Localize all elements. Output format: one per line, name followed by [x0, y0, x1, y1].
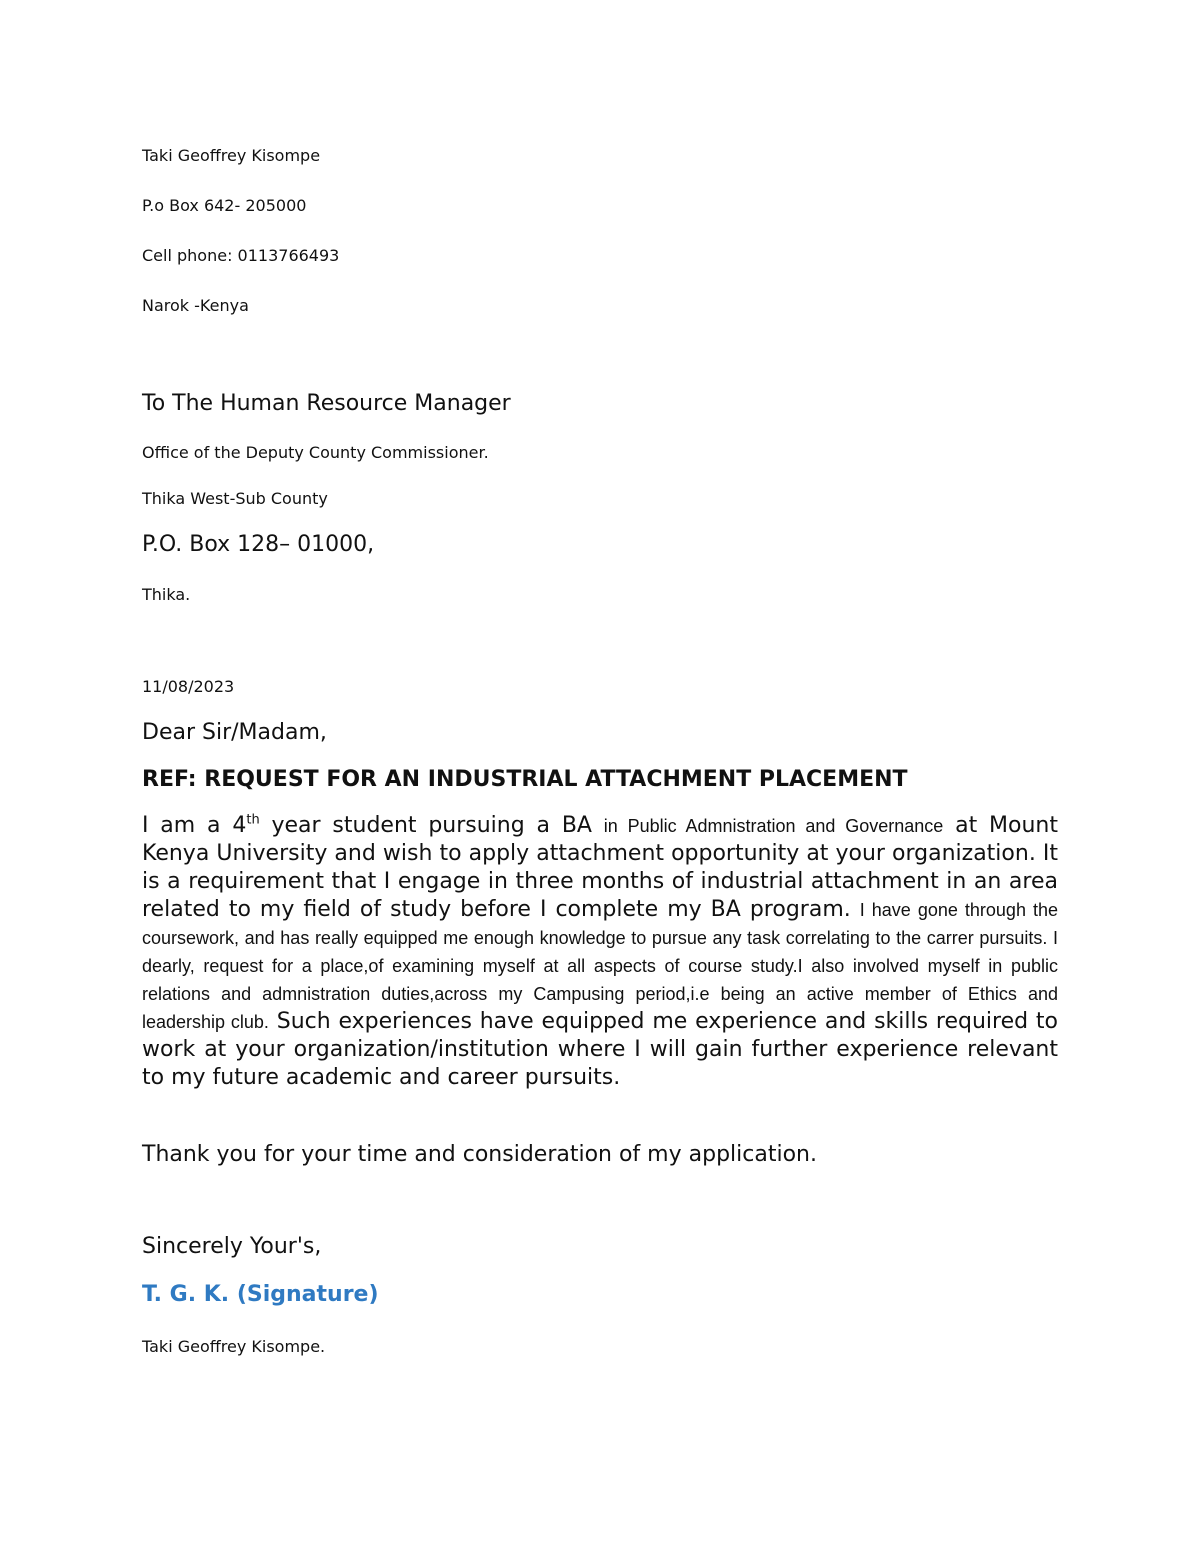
body-text-1: I am a 4	[142, 813, 247, 838]
thanks-line: Thank you for your time and consideration of my application.	[142, 1142, 817, 1167]
signed-name: Taki Geoffrey Kisompe.	[142, 1337, 326, 1356]
body-text-6: Such experiences have equipped me experience and skills required to work at your organization/institution where I will gain further experience relevant to my future academic and career pursuits.	[142, 1009, 1058, 1090]
body-text-3: in Public Admnistration and Governance	[603, 816, 944, 836]
sender-location: Narok -Kenya	[142, 296, 249, 315]
body-text-5: I have gone through the coursework, and has really equipped me enough knowledge to pursue any task correlating to the carrer pursuits. I dearly, request for a place,of examining myself at all aspects of course study.I also involved myself in public relations and admnistration duties,across my Campusing period,i.e being an active member of Ethics and leadership club.	[142, 900, 1058, 1032]
recipient-area: Thika West-Sub County	[142, 489, 328, 508]
sender-cell-phone: Cell phone: 0113766493	[142, 246, 340, 265]
recipient-to: To The Human Resource Manager	[142, 391, 511, 416]
sender-po-box: P.o Box 642- 205000	[142, 196, 307, 215]
body-text-4: at Mount Kenya University and wish to apply attachment opportunity at your organization. It is a requirement that I engage in three months of industrial attachment in an area related to my field of study before I complete my BA program.	[142, 813, 1058, 922]
recipient-town: Thika.	[142, 585, 191, 604]
reference-line: REF: REQUEST FOR AN INDUSTRIAL ATTACHMENT PLACEMENT	[142, 767, 908, 792]
closing-line: Sincerely Your's,	[142, 1234, 322, 1259]
letter-date: 11/08/2023	[142, 677, 235, 696]
body-paragraph	[142, 812, 1058, 1092]
signature: T. G. K. (Signature)	[142, 1282, 379, 1307]
body-text-2: year student pursuing a BA	[259, 813, 604, 838]
sender-name: Taki Geoffrey Kisompe	[142, 146, 321, 165]
recipient-office: Office of the Deputy County Commissioner.	[142, 443, 489, 462]
recipient-po-box: P.O. Box 128– 01000,	[142, 532, 375, 557]
ordinal-suffix: th	[246, 812, 260, 828]
salutation: Dear Sir/Madam,	[142, 720, 327, 745]
